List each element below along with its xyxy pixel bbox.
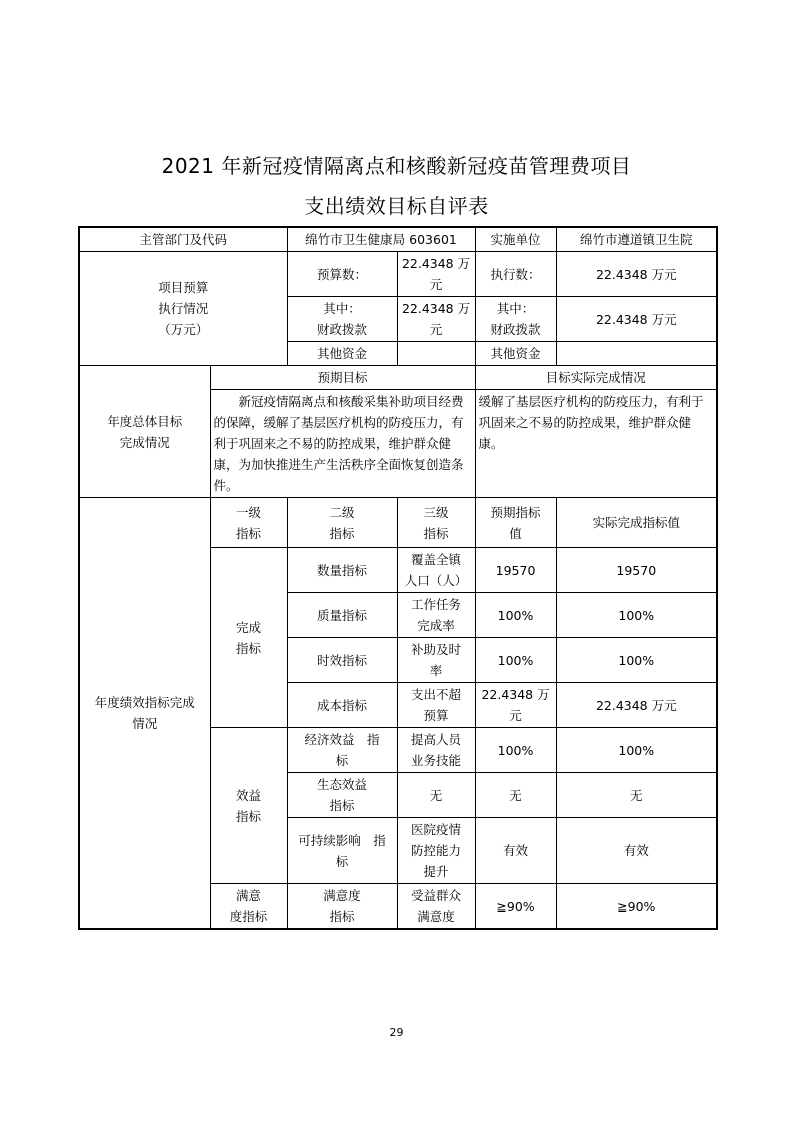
col-header-expected: 预期指标 值 (475, 498, 556, 548)
level3-cell: 医院疫情 防控能力 提升 (397, 818, 475, 884)
level2-cell: 可持续影响 指 标 (287, 818, 397, 884)
dept-value: 绵竹市卫生健康局 603601 (287, 227, 475, 252)
level2-cell: 满意度 指标 (287, 884, 397, 930)
level1-completion: 完成 指标 (210, 548, 287, 728)
actual-value-cell: ≧90% (556, 884, 717, 930)
actual-value-cell: 19570 (556, 548, 717, 593)
expected-goal-text: 新冠疫情隔离点和核酸采集补助项目经费的保障，缓解了基层医疗机构的防疫压力，有利于巩固来之不易的防控成果，维护群众健康，为加快推进生产生活秩序全面恢复创造条件。 (210, 390, 475, 498)
fiscal-exec-label: 其中： 财政拨款 (475, 297, 556, 342)
level1-benefit: 效益 指标 (210, 728, 287, 884)
fiscal-exec-value: 22.4348 万元 (556, 297, 717, 342)
document-title-line2: 支出绩效目标自评表 (304, 194, 489, 218)
actual-value-cell: 无 (556, 773, 717, 818)
expected-value-cell: 22.4348 万 元 (475, 683, 556, 728)
expected-value-cell: 19570 (475, 548, 556, 593)
expected-value-cell: 100% (475, 728, 556, 773)
level1-satisfaction: 满意 度指标 (210, 884, 287, 930)
actual-value-cell: 100% (556, 728, 717, 773)
level3-cell: 受益群众 满意度 (397, 884, 475, 930)
level3-cell: 提高人员 业务技能 (397, 728, 475, 773)
col-header-level1: 一级 指标 (210, 498, 287, 548)
level2-cell: 数量指标 (287, 548, 397, 593)
expected-value-cell: 有效 (475, 818, 556, 884)
level2-cell: 质量指标 (287, 593, 397, 638)
actual-goal-text: 缓解了基层医疗机构的防疫压力，有利于巩固来之不易的防控成果，维护群众健康。 (475, 390, 717, 498)
dept-label: 主管部门及代码 (79, 227, 287, 252)
document-title-line1: 2021 年新冠疫情隔离点和核酸新冠疫苗管理费项目 (161, 154, 632, 178)
impl-value: 绵竹市遵道镇卫生院 (556, 227, 717, 252)
level3-cell: 无 (397, 773, 475, 818)
level2-cell: 时效指标 (287, 638, 397, 683)
actual-goal-header: 目标实际完成情况 (475, 366, 717, 390)
impl-label: 实施单位 (475, 227, 556, 252)
exec-amount-value: 22.4348 万元 (556, 252, 717, 297)
exec-amount-label: 执行数： (475, 252, 556, 297)
evaluation-table (78, 226, 718, 930)
other-funds-budget (397, 342, 475, 366)
col-header-level2: 二级 指标 (287, 498, 397, 548)
expected-value-cell: ≧90% (475, 884, 556, 930)
other-funds-exec (556, 342, 717, 366)
level2-cell: 经济效益 指 标 (287, 728, 397, 773)
expected-value-cell: 100% (475, 638, 556, 683)
expected-value-cell: 100% (475, 593, 556, 638)
level2-cell: 生态效益 指标 (287, 773, 397, 818)
budget-section-label: 项目预算 执行情况 （万元） (79, 252, 287, 366)
actual-value-cell: 100% (556, 593, 717, 638)
actual-value-cell: 22.4348 万元 (556, 683, 717, 728)
col-header-level3: 三级 指标 (397, 498, 475, 548)
level3-cell: 补助及时 率 (397, 638, 475, 683)
other-funds-exec-label: 其他资金 (475, 342, 556, 366)
actual-value-cell: 有效 (556, 818, 717, 884)
page-number: 29 (389, 1026, 404, 1039)
budget-amount-label: 预算数： (287, 252, 397, 297)
other-funds-label: 其他资金 (287, 342, 397, 366)
actual-value-cell: 100% (556, 638, 717, 683)
expected-value-cell: 无 (475, 773, 556, 818)
level3-cell: 支出不超 预算 (397, 683, 475, 728)
budget-amount-value: 22.4348 万元 (397, 252, 475, 297)
level2-cell: 成本指标 (287, 683, 397, 728)
level3-cell: 工作任务 完成率 (397, 593, 475, 638)
fiscal-budget-label: 其中： 财政拨款 (287, 297, 397, 342)
fiscal-budget-value: 22.4348 万元 (397, 297, 475, 342)
col-header-actual: 实际完成指标值 (556, 498, 717, 548)
level3-cell: 覆盖全镇 人口（人） (397, 548, 475, 593)
expected-goal-header: 预期目标 (210, 366, 475, 390)
goals-section-label: 年度总体目标 完成情况 (79, 366, 210, 498)
indicators-section-label: 年度绩效指标完成 情况 (79, 498, 210, 930)
